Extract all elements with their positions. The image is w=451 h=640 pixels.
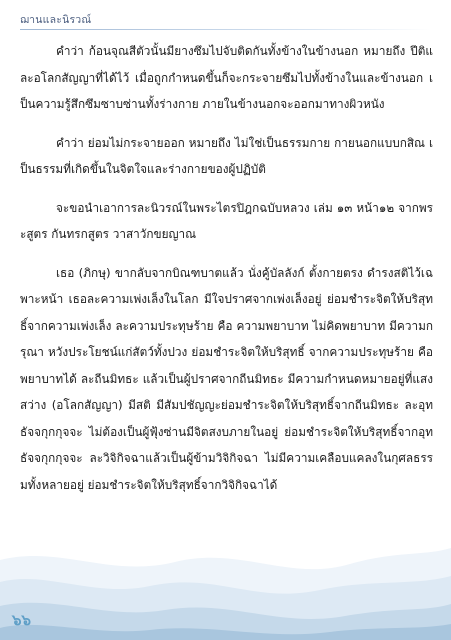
paragraph-3: จะขอนำเอาการละนิวรณ์ในพระไตรปิฎกฉบับหลวง เล่ม ๑๓ หน้า๑๒ จากพระสูตร กันทรกสูตร วาสาวักขยญาณ xyxy=(20,200,433,241)
header-rule xyxy=(20,29,431,30)
wave-decoration xyxy=(0,490,451,640)
body-text xyxy=(20,38,433,510)
paragraph-2: คำว่า ย่อมไม่กระจายออก หมายถึง ไม่ใช่เป็นธรรมกาย กายนอกแบบกสิณ เป็นธรรมที่เกิดขึ้นในจิตใจและร่างกายของผู้ปฏิบัติ xyxy=(20,135,433,176)
running-header: ฌานและนิรวณ์ xyxy=(20,14,92,26)
paragraph-4: เธอ (ภิกษุ) ขากลับจากบิณฑบาตแล้ว นั่งคู้บัลลังก์ ตั้งกายตรง ดำรงสติไว้เฉพาะหน้า เธอละความเพ่งเล็งในโลก มีใจปราศจากเพ่งเล็งอยู่ ย่อมชำระจิตให้บริสุทธิ์จากความเพ่งเล็ง ละความประทุษร้าย คือ ความพยาบาท ไม่คิดพยาบาท มีความกรุณา หวังประโยชน์แก่สัตว์ทั้งปวง ย่อมชำระจิตให้บริสุทธิ์ จากความประทุษร้าย คือ พยาบาทได้ ละถีนมิทธะ แล้วเป็นผู้ปราศจากถีนมิทธะ มีความกำหนดหมายอยู่ที่แสงสว่าง (อโลกสัญญา) มีสติ มีสัมปชัญญะย่อมชำระจิตให้บริสุทธิ์จากถีนมิทธะ ละอุทธัจจกุกกุจจะ ไม่ต้องเป็นผู้ฟุ้งซ่านมีจิตสงบภายในอยู่ ย่อมชำระจิตให้บริสุทธิ์จากอุทธัจจกุกกุจจะ ละวิจิกิจฉาแล้วเป็นผู้ข้ามวิจิกิจฉา ไม่มีความเคลือบแคลงในกุศลธรรมทั้งหลายอยู่ ย่อมชำระจิตให้บริสุทธิ์จากวิจิกิจฉาได้ xyxy=(20,265,433,492)
paragraph-1: คำว่า ก้อนจุณสีตัวนั้นมียางซึมไปจับติดกันทั้งข้างในข้างนอก หมายถึง ปีติและอโลกสัญญาที่ได้ไว้ เมื่อถูกกำหนดขึ้นก็จะกระจายซึมไปทั้งข้างในและข้างนอก เป็นความรู้สึกซึมซาบซ่านทั้งร่างกาย ภายในข้างนอกจะออกมาทางผิวหนัง xyxy=(20,44,433,111)
page-number: ๖๖ xyxy=(12,611,32,629)
